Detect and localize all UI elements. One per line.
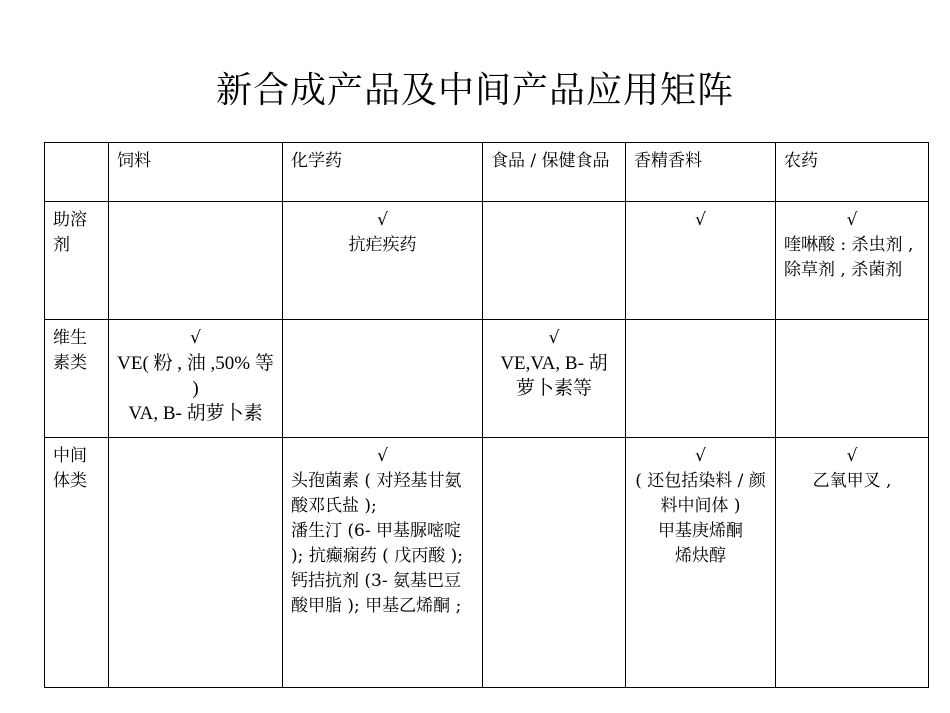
cell-intermediates-feed xyxy=(109,438,283,688)
cell-intermediates-pesticide xyxy=(776,438,929,688)
table-row xyxy=(45,202,929,320)
header-cell-pesticide: 农药 xyxy=(776,143,929,202)
cell-solubilizer-food-health xyxy=(483,202,626,320)
check-mark: √ xyxy=(190,328,201,348)
cell-vitamins-food-health xyxy=(483,320,626,438)
cell-text: 头孢菌素 ( 对羟基甘氨酸邓氏盐 ); xyxy=(291,471,462,516)
check-mark: √ xyxy=(377,446,388,466)
header-cell-chemical-drug: 化学药 xyxy=(283,143,483,202)
row-label-solubilizer: 助溶剂 xyxy=(45,202,109,320)
application-matrix-table xyxy=(44,142,929,688)
header-row xyxy=(45,143,929,202)
header-cell-corner xyxy=(45,143,109,202)
cell-vitamins-feed xyxy=(109,320,283,438)
cell-text: 潘生汀 (6- 甲基脲嘧啶 ); 抗癫痫药 ( 戊丙酸 ); 钙拮抗剂 (3- 氨基巴豆酸甲脂 ); 甲基乙烯酮 ; xyxy=(291,521,463,616)
check-mark: √ xyxy=(695,210,706,230)
cell-intermediates-flavor-fragrance xyxy=(626,438,776,688)
cell-intermediates-chemical-drug xyxy=(283,438,483,688)
cell-text: 抗疟疾药 xyxy=(348,235,417,255)
check-mark: √ xyxy=(548,328,560,348)
row-label-intermediates: 中间体类 xyxy=(45,438,109,688)
cell-solubilizer-pesticide xyxy=(776,202,929,320)
cell-text: ( 还包括染料 / 颜料中间体 ) xyxy=(635,471,766,516)
cell-solubilizer-feed xyxy=(109,202,283,320)
cell-text: VE,VA, B- 胡萝卜素等 xyxy=(500,353,608,399)
cell-vitamins-pesticide xyxy=(776,320,929,438)
cell-text: VA, B- 胡萝卜素 xyxy=(128,403,263,424)
row-label-vitamins: 维生素类 xyxy=(45,320,109,438)
cell-text: 烯炔醇 xyxy=(675,546,726,566)
cell-vitamins-chemical-drug xyxy=(283,320,483,438)
cell-vitamins-flavor-fragrance xyxy=(626,320,776,438)
check-mark: √ xyxy=(377,210,388,230)
cell-solubilizer-chemical-drug xyxy=(283,202,483,320)
cell-text: VE( 粉 , 油 ,50% 等 ) xyxy=(117,353,274,399)
cell-text: 甲基庚烯酮 xyxy=(658,521,743,541)
table-row xyxy=(45,320,929,438)
cell-solubilizer-flavor-fragrance xyxy=(626,202,776,320)
cell-intermediates-food-health xyxy=(483,438,626,688)
check-mark: √ xyxy=(846,210,858,230)
header-cell-flavor-fragrance: 香精香料 xyxy=(626,143,776,202)
table-row xyxy=(45,438,929,688)
check-mark: √ xyxy=(695,446,706,466)
header-cell-food-health: 食品 / 保健食品 xyxy=(483,143,626,202)
page-title: 新合成产品及中间产品应用矩阵 xyxy=(215,70,734,111)
cell-text: 喹啉酸 : 杀虫剂 , 除草剂 , 杀菌剂 xyxy=(784,235,914,280)
check-mark: √ xyxy=(846,446,858,466)
cell-text: 乙氧甲叉 , xyxy=(812,471,892,491)
header-cell-feed: 饲料 xyxy=(109,143,283,202)
